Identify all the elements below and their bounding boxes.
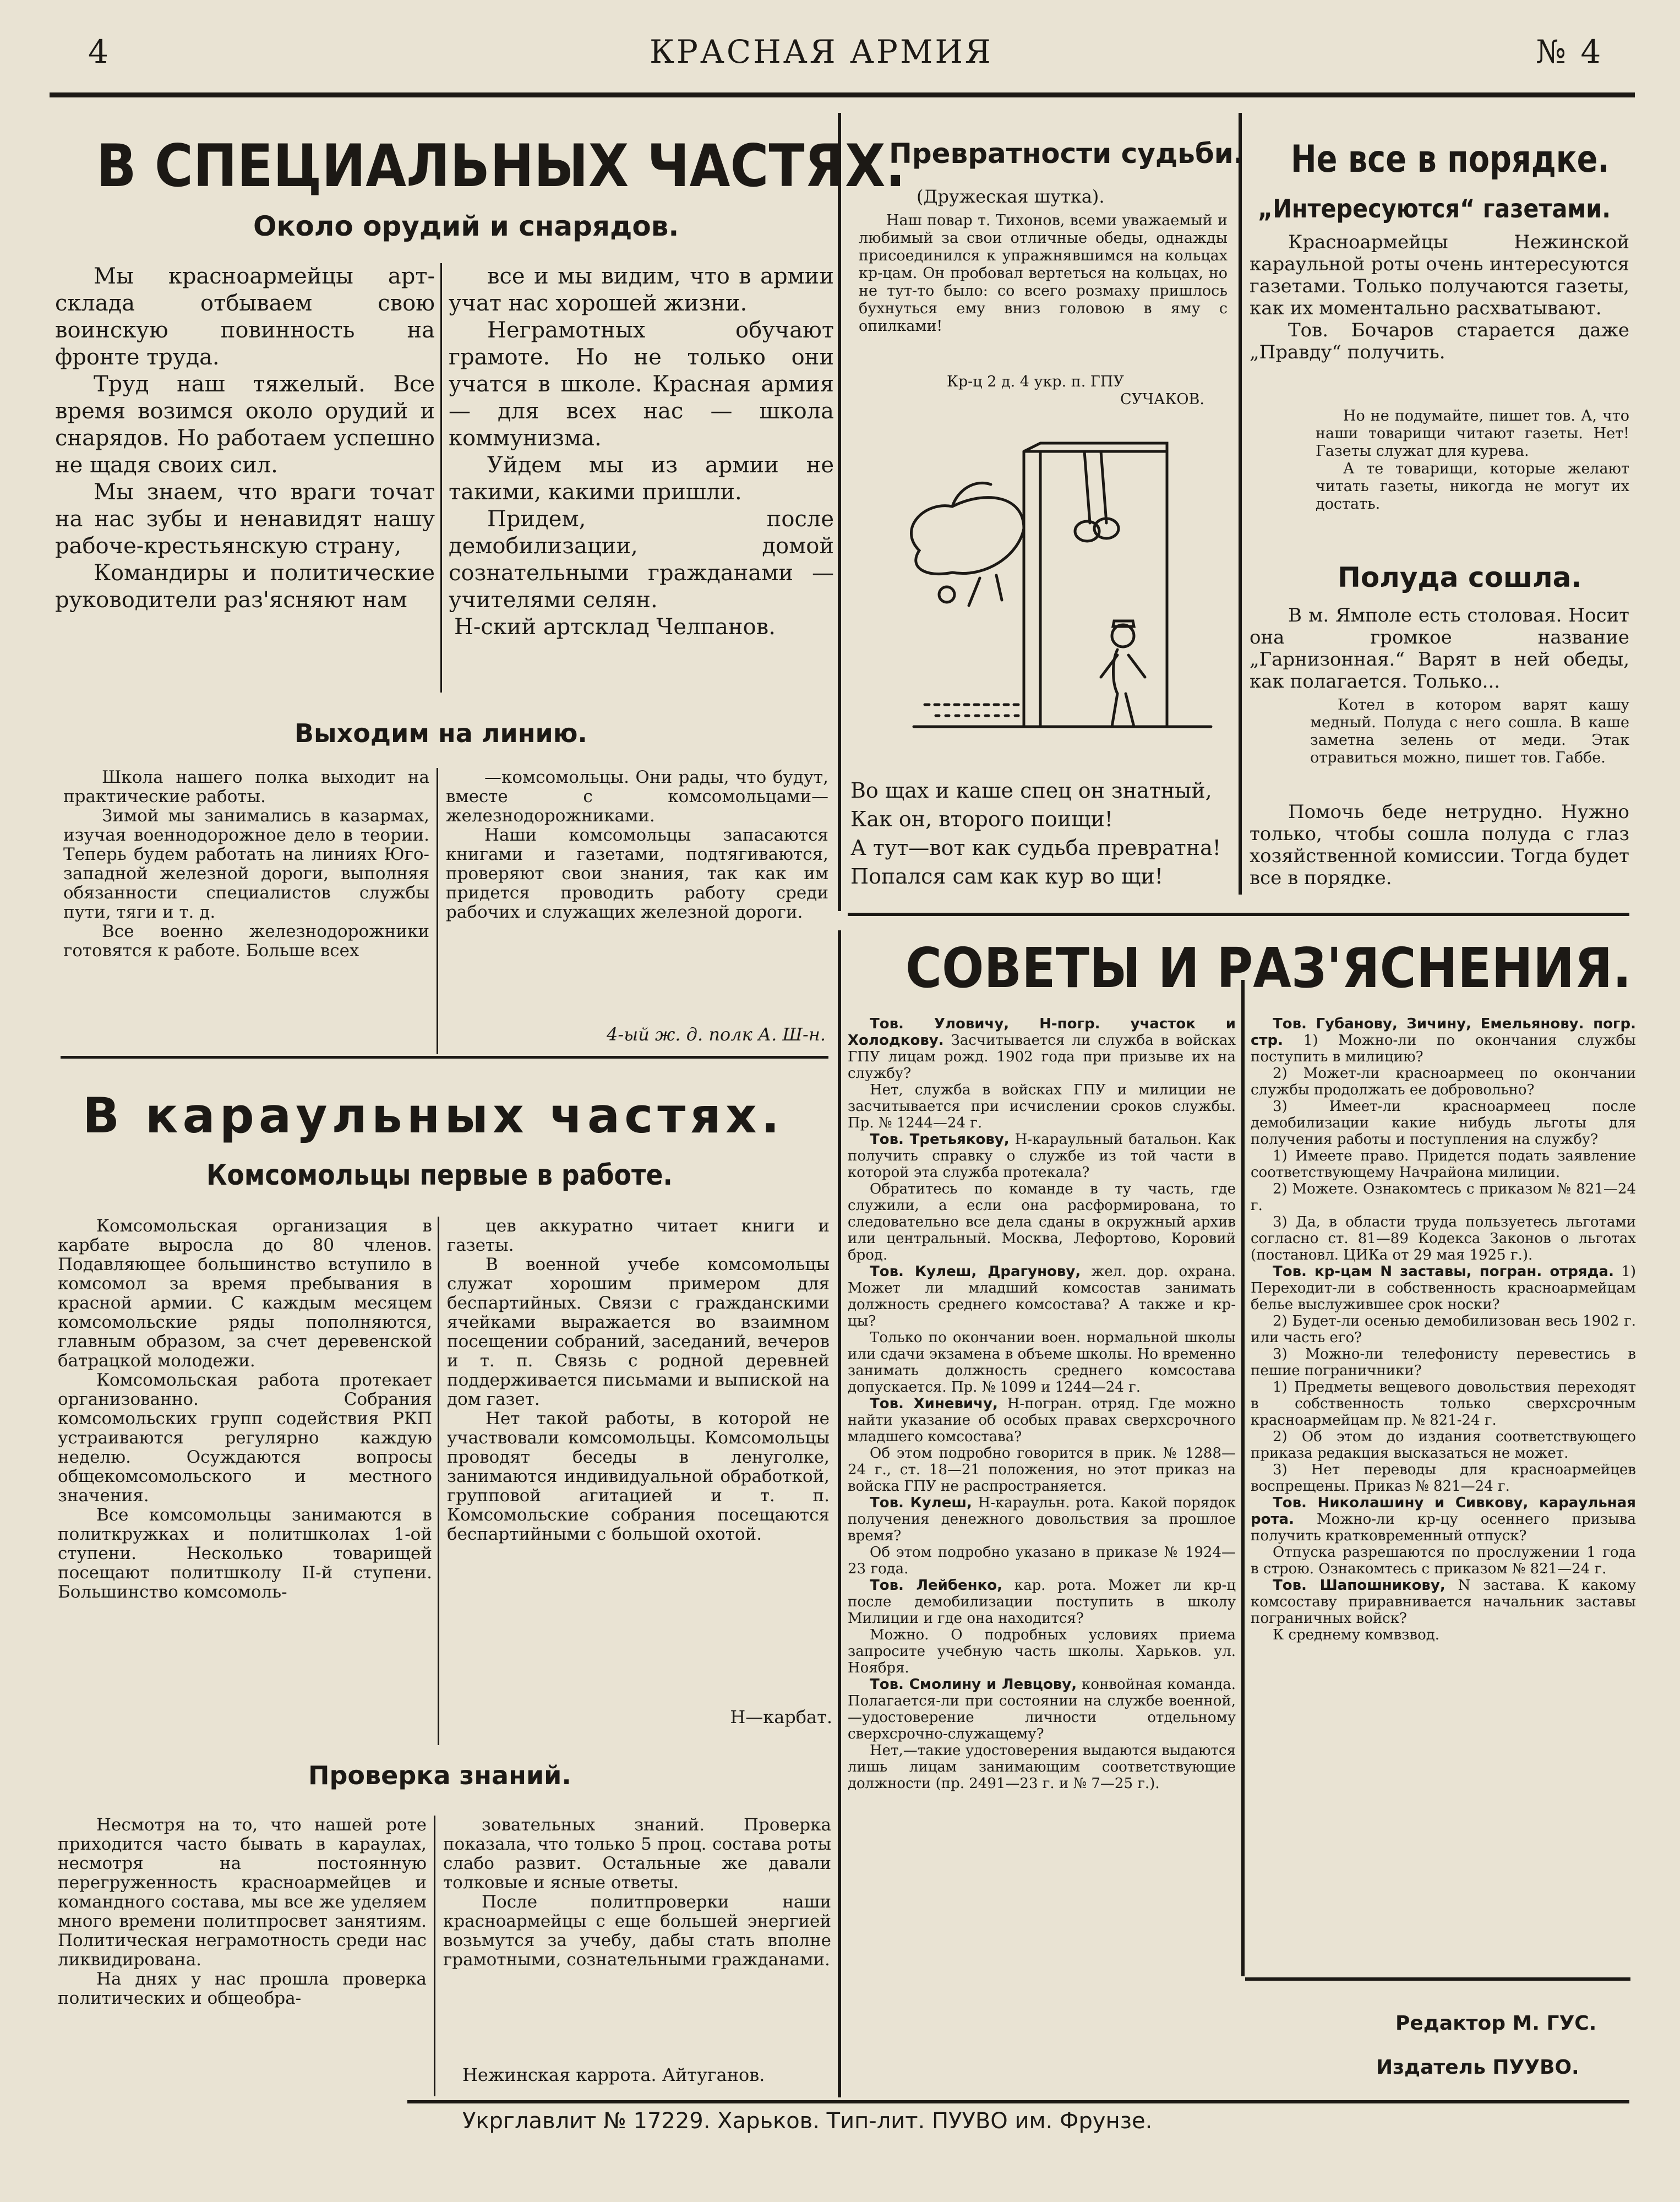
column-rule-1 <box>838 113 841 911</box>
liniu-title: Выходим на линию. <box>294 718 587 748</box>
advice-item: Тов. Уловичу, Н-погр. участок и Холодкову. Засчитывается ли служба в войсках ГПУ лицам рожд. 1902 года при призыве их на службу? <box>848 1016 1236 1082</box>
proverka-title: Проверка знаний. <box>308 1760 571 1790</box>
advice-item: 3) Можно-ли телефонисту перевестись в пешие пограничники? <box>1251 1346 1636 1379</box>
advice-item: Об этом подробно говорится в прик. № 1288—24 г., ст. 18—21 положения, но этот приказ на войска ГПУ не распространяется. <box>848 1445 1236 1495</box>
fate-text: Наш повар т. Тихонов, всеми уважаемый и любимый за свои отличные обеды, однажды присоединился к упражнявшимся на кольцах кр-цам. Он пробовал вертеться на кольцах, но не тут-то было: со всего розмаху пришлось бухнуться ему вниз головою в яму с опилками! <box>859 212 1228 335</box>
advice-item: Тов. Губанову, Зичину, Емельянову. погр. стр. 1) Можно-ли по окончания службы поступить в милицию? <box>1251 1016 1637 1065</box>
advice-item: Тов. Николашину и Сивкову, караульная рота. Можно-ли кр-цу осеннего призыва получить кратковременный отпуск? <box>1251 1495 1636 1544</box>
polud-ending: Помочь беде нетрудно. Нужно только, чтобы сошла полуда с глаз хозяйственной комиссии. Тогда будет все в порядке. <box>1250 801 1629 889</box>
advice-item: 2) Об этом до издания соответствующего приказа редакция высказаться не может. <box>1251 1429 1636 1462</box>
advice-item: Тов. Смолину и Левцову, конвойная команда. Полагается-ли при состоянии на службе военной,—удостоверение личности отдельному сверхсрочно-служащему? <box>848 1676 1236 1742</box>
not-ok-title: Не все в порядке. <box>1291 138 1610 181</box>
gazety-note: Но не подумайте, пишет тов. А, что наши товарищи читают газеты. Нет! Газеты служат для курева. А те товарищи, которые желают читать газеты, никогда не могут их достать. <box>1316 407 1629 513</box>
liniu-col1: Школа нашего полка выходит на практические работы. Зимой мы занимались в казармах, изучая военнодорожное дело в теории. Теперь будем работать на линиях Юго-западной железной дороги, выполняя обязанности специалистов службы пути, тяги и т. д. Все военно железнодорожники готовятся к работе. Больше всех <box>63 767 429 961</box>
proverka-col2: зовательных знаний. Проверка показала, что только 5 проц. состава роты слабо развит. Остальные же давали толковые и ясные ответы. После политпроверки наши красноармейцы с еще большей энергией возьмутся за учебу, дабы стать вполне грамотными, сознательными гражданами. <box>443 1815 831 1970</box>
editor-rule <box>1245 1977 1630 1981</box>
advice-item: Можно. О подробных условиях приема запросите учебную часть школы. Харьков. ул. Ноября. <box>848 1627 1236 1676</box>
gazety-title: „Интересуются“ газетами. <box>1258 194 1611 224</box>
liniu-signature: 4-ый ж. д. полк А. Ш-н. <box>606 1024 826 1045</box>
newspaper-title: КРАСНАЯ АРМИЯ <box>650 33 993 70</box>
advice-item: Отпуска разрешаются по прослужении 1 года в строю. Ознакомтесь с приказом № 821—24 г. <box>1251 1544 1636 1577</box>
advice-item: Тов. Лейбенко, кар. рота. Может ли кр-ц после демобилизации поступить в школу Милиции и где она находится? <box>848 1577 1236 1627</box>
column-rule-3 <box>838 930 841 2097</box>
advice-item: 3) Имеет-ли красноармеец после демобилизации какие нибудь льготы для получения работы и поступления на службу? <box>1251 1098 1636 1148</box>
polud-title: Полуда сошла. <box>1338 562 1582 593</box>
advice-col1 <box>848 1016 1236 1792</box>
fate-signature-unit: Кр-ц 2 д. 4 укр. п. ГПУ <box>947 373 1124 390</box>
advice-col2 <box>1251 1016 1636 1643</box>
advice-item: 1) Предметы вещевого довольствия переходят в собственность только сверхсрочным красноармейцам пр. № 821-24 г. <box>1251 1379 1636 1429</box>
page-number: 4 <box>88 33 111 70</box>
advice-item: Только по окончании воен. нормальной школы или сдачи экзамена в объеме школы. Но временно занимать должность среднего комсостава допускается. Пр. № 1099 и 1244—24 г. <box>848 1329 1236 1396</box>
cartoon-illustration <box>859 418 1233 760</box>
orudia-col2: все и мы видим, что в армии учат нас хорошей жизни. Неграмотных обучают грамоте. Но не только они учатся в школе. Красная армия — для всех нас — школа коммунизма. Уйдем мы из армии не такими, какими пришли. Придем, после демобилизации, домой сознательными гражданами — учителями селян. Н-ский артсклад Челпанов. <box>449 264 834 640</box>
guard-units-heading: В караульных частях. <box>83 1087 784 1144</box>
advice-item: Об этом подробно указано в приказе № 1924—23 года. <box>848 1544 1236 1577</box>
column-rule-2 <box>1239 113 1242 895</box>
komsomol-signature: Н—карбат. <box>730 1707 832 1727</box>
advice-item: 2) Будет-ли осенью демобилизован весь 1902 г. или часть его? <box>1251 1313 1636 1346</box>
footer-rule <box>407 2100 1629 2103</box>
komsomol-col-rule <box>438 1217 439 1745</box>
section-rule-right <box>848 913 1629 916</box>
editor-line: Редактор М. ГУС. <box>1395 2012 1597 2035</box>
issue-number: № 4 <box>1536 33 1603 70</box>
proverka-col-rule <box>434 1816 435 2096</box>
advice-item: 2) Может-ли красноармеец по окончании службы продолжать ее добровольно? <box>1251 1065 1636 1098</box>
advice-item: 2) Можете. Ознакомтесь с приказом № 821—24 г. <box>1251 1181 1636 1214</box>
orudia-col1: Мы красноармейцы арт-склада отбываем свою воинскую повинность на фронте труда. Труд наш тяжелый. Все время возимся около орудий и снарядов. Но работаем успешно не щадя своих сил. Мы знаем, что враги точат на нас зубы и ненавидят нашу рабоче-крестьянскую страну, Командиры и политические руководители раз'ясняют нам <box>55 264 435 613</box>
orudia-signature: Н-ский артсклад Челпанов. <box>454 614 776 640</box>
advice-item: Нет,—такие удостоверения выдаются выдаются лишь лицам занимающим соответствующие должности (пр. 2491—23 г. и № 7—25 г.). <box>848 1742 1236 1792</box>
komsomol-col1: Комсомольская организация в карбате выросла до 80 членов. Подавляющее большинство вступило в комсомол за время пребывания в красной армии. С каждым месяцем комсомольские ряды пополняются, главным образом, за счет деревенской батрацкой молодежи. Комсомольская работа протекает организованно. Собрания комсомольских групп содействия РКП устраиваются регулярно каждую неделю. Осуждаются вопросы общекомсомольского и местного значения. Все комсомольцы занимаются в политкружках и политшколах 1-ой ступени. Несколько товарищей посещают политшколу II-й ступени. Большинство комсомоль- <box>58 1216 432 1602</box>
special-bottom-rule <box>61 1056 828 1059</box>
advice-item: Тов. Хиневичу, Н-погран. отряд. Где можно найти указание об особых правах сверхсрочного младшего комсостава? <box>848 1396 1236 1445</box>
polud-note: Котел в котором варят кашу медный. Полуда с него сошла. В каше заметна зелень от меди. Этак отравиться можно, пишет тов. Габбе. <box>1310 696 1629 766</box>
advice-item: К среднему комвзвод. <box>1273 1627 1439 1643</box>
header-rule <box>50 92 1635 97</box>
liniu-col-rule <box>437 768 438 1054</box>
fate-poem: Во щах и каше спец он знатный, Как он, второго поищи! А тут—вот как судьба превратна! Попался сам как кур во щи! <box>850 778 1221 889</box>
advice-item: Тов. Кулеш, Драгунову, жел. дор. охрана. Может ли младший комсостав занимать должность среднего комсостава? А также и кр-цы? <box>848 1263 1236 1329</box>
advice-item: 3) Да, в области труда пользуетесь льготами согласно ст. 81—89 Кодекса Законов о льготах (постановл. ЦИКа от 29 мая 1925 г.). <box>1251 1214 1636 1263</box>
orudia-col-rule <box>440 263 442 693</box>
advice-item: Тов. Шапошникову, N застава. К какому комсоставу приравнивается начальник заставы пограничных войск? <box>1251 1577 1637 1627</box>
orudia-title: Около орудий и снарядов. <box>253 210 679 242</box>
column-rule-4 <box>1241 980 1245 1976</box>
proverka-signature: Нежинская каррота. Айтуганов. <box>462 2064 765 2085</box>
liniu-col2: —комсомольцы. Они рады, что будут, вместе с комсомольцами—железнодорожниками. Наши комсомольцы запасаются книгами и газетами, подтягиваются, проверяют свои знания, так как им придется проводить работу среди рабочих и служащих железной дороги. <box>446 767 828 922</box>
advice-item: Тов. Кулеш, Н-караульн. рота. Какой порядок получения денежного довольствия за прошлое время? <box>848 1495 1236 1544</box>
gazety-text: Красноармейцы Нежинской караульной роты очень интересуются газетами. Только получаются газеты, как их моментально расхватывают. Тов. Бочаров старается даже „Правду“ получить. <box>1250 231 1629 363</box>
advice-item: Нет, служба в войсках ГПУ и милиции не засчитывается при исчислении сроков службы. Пр. № 1244—24 г. <box>848 1082 1236 1131</box>
advice-item: Тов. кр-цам N заставы, погран. отряда. 1) Переходит-ли в собственность красноармейцам белье выслужившее срок носки? <box>1251 1263 1637 1313</box>
special-units-heading: В СПЕЦИАЛЬНЫХ ЧАСТЯХ. <box>96 132 906 200</box>
polud-text: В м. Ямполе есть столовая. Носит она громкое название „Гарнизонная.“ Варят в ней обеды, как полагается. Только... <box>1250 604 1629 693</box>
komsomol-col2: цев аккуратно читает книги и газеты. В военной учебе комсомольцы служат хорошим примером для беспартийных. Связи с гражданскими ячейками выражается во взаимном посещении собраний, заседаний, вечеров и т. п. Связь с родной деревней поддерживается письмами и выпиской на дом газет. Нет такой работы, в которой не участвовали комсомольцы. Комсомольцы проводят беседы в ленуголке, занимаются индивидуальной обработкой, групповой агитацией и т. п. Комсомольские собрания посещаются беспартийными с большой охотой. <box>447 1216 830 1544</box>
advice-item: 1) Имеете право. Придется подать заявление соответствующему Начрайона милиции. <box>1251 1148 1636 1181</box>
advice-item: 3) Нет переводы для красноармейцев воспрещены. Приказ № 821—24 г. <box>1251 1462 1636 1495</box>
advice-item: Тов. Третьякову, Н-караульный батальон. Как получить справку о службе из той части в которой эта служба протекала? <box>848 1131 1236 1181</box>
fate-signature-name: СУЧАКОВ. <box>1120 391 1204 408</box>
advice-item: Обратитесь по команде в ту часть, где служили, а если она расформирована, то следовательно все дела сданы в окружный архив или центральный. Москва, Лефортово, Коровий брод. <box>848 1181 1236 1263</box>
proverka-col1: Несмотря на то, что нашей роте приходится часто бывать в караулах, несмотря на постоянную перегруженность красноармейцев и командного состава, мы все же уделяем много времени политпросвет занятиям. Политическая неграмотность среди нас ликвидирована. На днях у нас прошла проверка политических и общеобра- <box>58 1815 427 2008</box>
advice-heading: СОВЕТЫ И РАЗ'ЯСНЕНИЯ. <box>906 936 1632 1000</box>
fate-subtitle: (Дружеская шутка). <box>917 186 1105 207</box>
komsomol-title: Комсомольцы первые в работе. <box>206 1159 673 1192</box>
fate-title: Превратности судьби. <box>889 138 1244 170</box>
publisher-line: Издатель ПУУВО. <box>1376 2056 1579 2079</box>
footer-imprint: Укрглавлит № 17229. Харьков. Тип-лит. ПУУВО им. Фрунзе. <box>462 2108 1153 2134</box>
